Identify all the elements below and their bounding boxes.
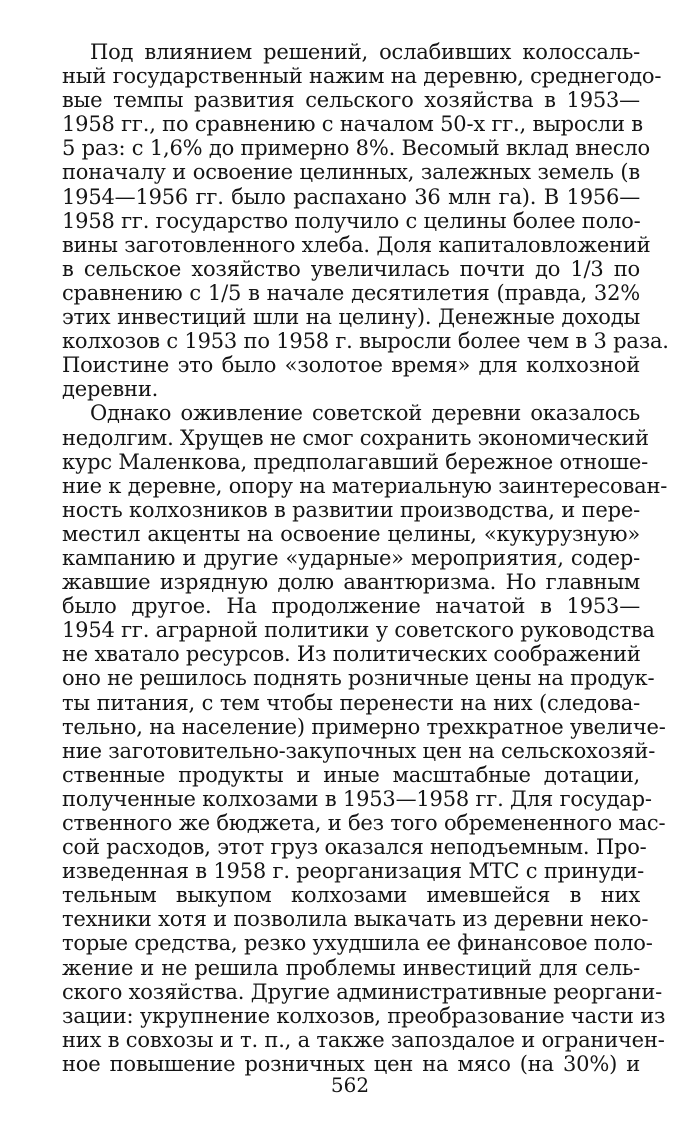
text-line: жение и не решила проблемы инвестиций для сель- bbox=[62, 955, 640, 980]
text-line: Однако оживление советской деревни оказалось bbox=[90, 401, 640, 426]
text-line: тельно, на население) примерно трехкратное увеличе- bbox=[62, 714, 666, 739]
text-line: техники хотя и позволила выкачать из деревни неко- bbox=[62, 907, 649, 932]
paragraph-2 bbox=[62, 401, 668, 1076]
text-line: 1958 гг. государство получило с целины более поло- bbox=[62, 208, 641, 233]
text-line: ственного же бюджета, и без того обремененного мас- bbox=[62, 811, 666, 835]
text-line: ное повышение розничных цен на мясо (на 30%) и bbox=[62, 1051, 640, 1076]
text-line: 5 раз: с 1,6% до примерно 8%. Весомый вклад внесло bbox=[62, 136, 650, 161]
text-line: зации: укрупнение колхозов, преобразование части из bbox=[62, 1003, 666, 1028]
text-line: ние заготовительно-закупочных цен на сельскохозяй- bbox=[62, 738, 656, 763]
text-line: жавшие изрядную долю авантюризма. Но главным bbox=[62, 570, 640, 595]
paragraph-1 bbox=[62, 40, 669, 402]
text-line: них в совхозы и т. п., а также запоздалое и ограничен- bbox=[62, 1027, 665, 1052]
text-line: 1958 гг., по сравнению с началом 50-х гг., выросли в bbox=[62, 112, 643, 137]
text-line: колхозов с 1953 по 1958 г. выросли более чем в 3 раза. bbox=[62, 329, 669, 354]
text-line: ный государственный нажим на деревню, среднегодо- bbox=[62, 64, 662, 89]
text-line: местил акценты на освоение целины, «кукурузную» bbox=[62, 521, 640, 546]
text-line: курс Маленкова, предполагавший бережное отноше- bbox=[62, 449, 648, 474]
page-number: 562 bbox=[330, 1073, 370, 1097]
text-line: поначалу и освоение целинных, залежных земель (в bbox=[62, 160, 640, 185]
text-line: деревни. bbox=[62, 377, 159, 402]
text-line: сой расходов, этот груз оказался неподъемным. Про- bbox=[62, 835, 647, 860]
text-line: 1954—1956 гг. было распахано 36 млн га). В 1956— bbox=[62, 184, 640, 209]
text-line: Под влиянием решений, ослабивших колоссаль- bbox=[90, 40, 640, 64]
text-line: этих инвестиций шли на целину). Денежные доходы bbox=[62, 305, 640, 330]
text-line: полученные колхозами в 1953—1958 гг. Для государ- bbox=[62, 786, 652, 811]
text-line: ты питания, с тем чтобы перенести на них (следова- bbox=[62, 690, 640, 715]
text-line: торые средства, резко ухудшила ее финансовое поло- bbox=[62, 931, 653, 956]
text-line: ственные продукты и иные масштабные дотации, bbox=[62, 762, 640, 787]
text-line: Поистине это было «золотое время» для колхозной bbox=[62, 353, 640, 378]
text-line: изведенная в 1958 г. реорганизация МТС с принуди- bbox=[62, 859, 645, 884]
text-line: 1954 гг. аграрной политики у советского руководства bbox=[62, 618, 655, 643]
text-line: ского хозяйства. Другие административные реоргани- bbox=[62, 979, 663, 1004]
text-line: не хватало ресурсов. Из политических соображений bbox=[62, 642, 641, 667]
text-line: ние к деревне, опору на материальную заинтересован- bbox=[62, 473, 668, 498]
text-line: вины заготовленного хлеба. Доля капиталовложений bbox=[62, 232, 651, 257]
body-text bbox=[62, 40, 669, 1076]
text-line: кампанию и другие «ударные» мероприятия, содер- bbox=[62, 545, 640, 570]
text-line: в сельское хозяйство увеличилась почти до 1/3 по bbox=[62, 256, 640, 281]
text-line: сравнению с 1/5 в начале десятилетия (правда, 32% bbox=[62, 280, 640, 305]
text-line: недолгим. Хрущев не смог сохранить экономический bbox=[62, 425, 649, 450]
text-line: оно не решилось поднять розничные цены на продук- bbox=[62, 666, 655, 691]
text-line: тельным выкупом колхозами имевшейся в них bbox=[62, 883, 640, 908]
text-line: было другое. На продолжение начатой в 1953— bbox=[62, 594, 640, 619]
text-line: ность колхозников в развитии производства, и пере- bbox=[62, 497, 640, 522]
text-line: вые темпы развития сельского хозяйства в 1953— bbox=[62, 88, 640, 113]
